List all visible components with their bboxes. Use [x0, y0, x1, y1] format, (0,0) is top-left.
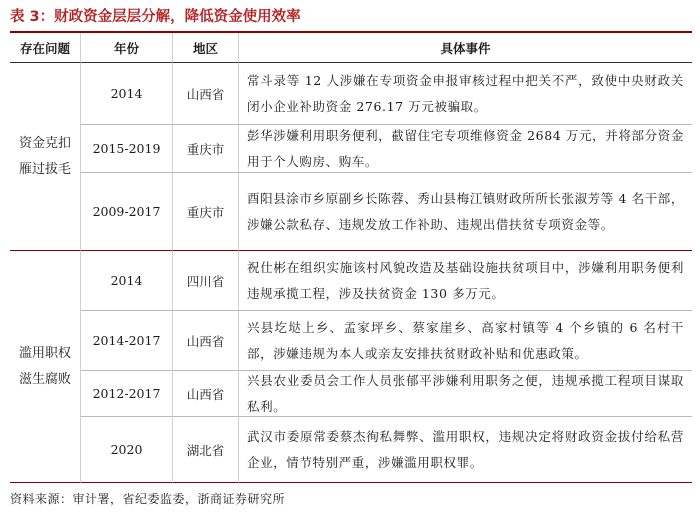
row-6-event: 兴县农业委员会工作人员张郁平涉嫌利用职务之便，违规承揽工程项目谋取私利。	[238, 371, 692, 417]
row-5-year: 2014-2017	[80, 311, 172, 371]
row-5-event: 兴县圪垯上乡、孟家坪乡、蔡家崖乡、高家村镇等 4 个乡镇的 6 名村干部，涉嫌违规为本人或亲友安排扶贫财政补贴和优惠政策。	[238, 311, 692, 371]
row-2-region: 重庆市	[172, 125, 238, 173]
header-event: 具体事件	[238, 33, 692, 63]
row-4-region: 四川省	[172, 251, 238, 311]
row-4-year: 2014	[80, 251, 172, 311]
row-5-region: 山西省	[172, 311, 238, 371]
row-3-year: 2009-2017	[80, 173, 172, 251]
row-4-event: 祝仕彬在组织实施该村风貌改造及基础设施扶贫项目中，涉嫌利用职务便利违规承揽工程，涉及扶贫资金 130 多万元。	[238, 251, 692, 311]
row-6-region: 山西省	[172, 371, 238, 417]
row-3-event: 酉阳县涂市乡原副乡长陈蓉、秀山县梅江镇财政所所长张淑芳等 4 名干部，涉嫌公款私存、违规发放工作补助、违规出借扶贫专项资金等。	[238, 173, 692, 251]
source-note: 资料来源：审计署，省纪委监委，浙商证券研究所	[10, 492, 286, 506]
group-label-withholding: 资金克扣雁过拔毛	[10, 63, 80, 251]
row-6-year: 2012-2017	[80, 371, 172, 417]
table-title: 表 3：财政资金层层分解，降低资金使用效率	[10, 9, 301, 25]
row-3-region: 重庆市	[172, 173, 238, 251]
row-2-event: 彭华涉嫌利用职务便利，截留住宅专项维修资金 2684 万元，并将部分资金用于个人购房、购车。	[238, 125, 692, 173]
row-7-year: 2020	[80, 417, 172, 483]
row-1-event: 常斗录等 12 人涉嫌在专项资金申报审核过程中把关不严，致使中央财政关闭小企业补助资金 276.17 万元被骗取。	[238, 63, 692, 125]
row-7-region: 湖北省	[172, 417, 238, 483]
row-1-region: 山西省	[172, 63, 238, 125]
row-2-year: 2015-2019	[80, 125, 172, 173]
header-year: 年份	[80, 33, 172, 63]
header-issue: 存在问题	[10, 33, 80, 63]
header-region: 地区	[172, 33, 238, 63]
row-1-year: 2014	[80, 63, 172, 125]
group-label-abuse: 滥用职权滋生腐败	[10, 251, 80, 483]
row-7-event: 武汉市委原常委蔡杰徇私舞弊、滥用职权，违规决定将财政资金拔付给私营企业，情节特别严重，涉嫌滥用职权罪。	[238, 417, 692, 483]
events-table	[10, 33, 692, 483]
